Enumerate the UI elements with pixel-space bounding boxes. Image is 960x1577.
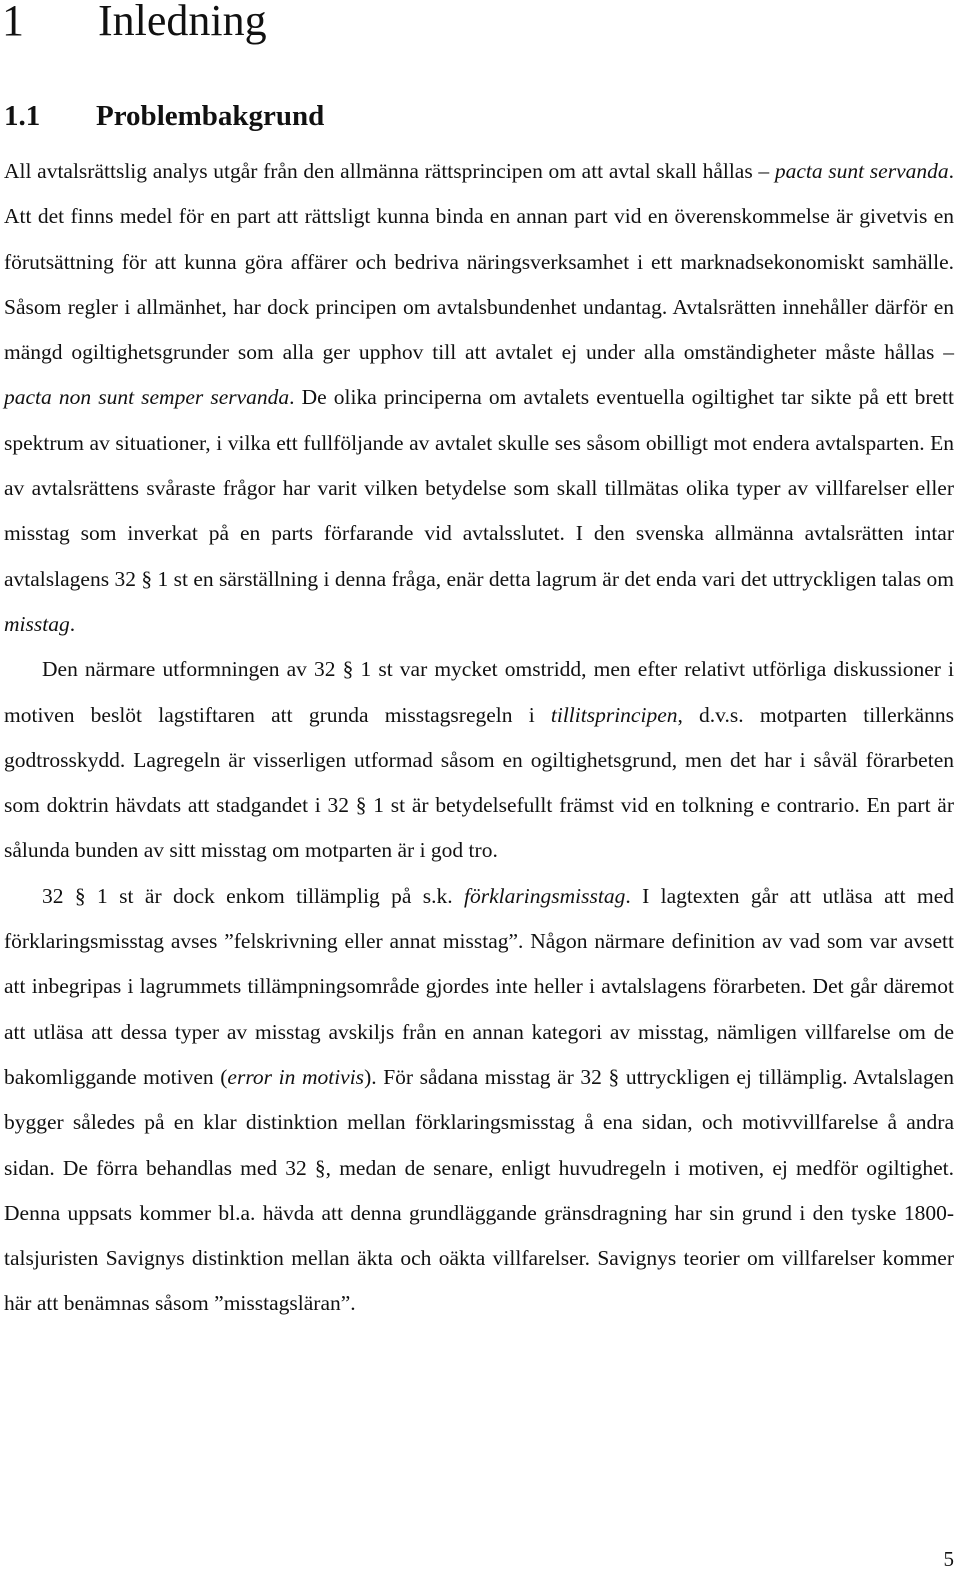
text-run: . I lagtexten går att utläsa att med förklaringsmisstag avses ”felskrivning eller annat misstag”. Någon närmare definition av vad som var avsett att inbegripas i lagrummets tillämpningsområde gjordes inte heller i avtalslagens förarbeten. Det går däremot att utläsa att dessa typer av misstag avskiljs från en annan kategori av misstag, nämligen villfarelse om de bakomliggande motiven ( (4, 883, 954, 1089)
text-run: . Att det finns medel för en part att rättsligt kunna binda en annan part vid en överenskommelse är givetvis en förutsättning för att kunna göra affärer och bedriva näringsverksamhet i ett marknadsekonomiskt samhälle. Såsom regler i allmänhet, har dock principen om avtalsbundenhet undantag. Avtalsrätten innehåller därför en mängd ogiltighetsgrunder som alla ger upphov till att avtalet ej under alla omständigheter måste hållas – (4, 159, 954, 365)
chapter-heading (2, 0, 267, 48)
section-heading (4, 96, 324, 136)
section-title: Problembakgrund (96, 100, 325, 132)
italic-phrase: tillitsprincipen (550, 702, 678, 727)
text-run: All avtalsrättslig analys utgår från den allmänna rättsprincipen om att avtal skall hållas – (4, 159, 775, 183)
page-number: 5 (943, 1547, 954, 1571)
chapter-number: 1 (2, 0, 24, 45)
body-text (4, 149, 954, 1327)
text-run: 32 § 1 st är dock enkom tillämplig på s.k. (42, 883, 465, 908)
text-run: , d.v.s. motparten tillerkänns godtrosskydd. Lagregeln är visserligen utformad såsom en ogiltighetsgrund, men det har i såväl förarbeten som doktrin hävdats att stadgandet i 32 § 1 st är betydelsefullt främst vid en tolkning e contrario. En part är sålunda bunden av sitt misstag om motparten är i god tro. (4, 702, 954, 863)
paragraph (4, 647, 954, 873)
text-run: Den närmare utformningen av 32 § 1 st var mycket omstridd, men efter relativt utförliga diskussioner i motiven beslöt lagstiftaren att grunda misstagsregeln i (4, 657, 954, 727)
text-run: . De olika principerna om avtalets eventuella ogiltighet tar sikte på ett brett spektrum av situationer, i vilka ett fullföljande av avtalet skulle ses såsom obilligt mot endera avtalsparten. En av avtalsrättens svåraste frågor har varit vilken betydelse som skall tillmätas olika typer av villfarelser eller misstag som inverkat på en parts förfarande vid avtalsslutet. I den svenska allmänna avtalsrätten intar avtalslagens 32 § 1 st en särställning i denna fråga, enär detta lagrum är det enda vari det uttryckligen talas om (4, 385, 954, 591)
italic-phrase: misstag (4, 611, 70, 636)
italic-phrase: förklaringsmisstag (464, 883, 626, 908)
italic-phrase: pacta non sunt semper servanda (4, 385, 290, 410)
italic-phrase: error in motivis (227, 1064, 365, 1089)
section-number: 1.1 (4, 100, 41, 132)
chapter-title: Inledning (98, 0, 267, 45)
paragraph (4, 874, 954, 1327)
text-run: . (69, 611, 76, 636)
paragraph (4, 149, 954, 647)
italic-phrase: pacta sunt servanda (774, 159, 949, 183)
text-run: ). För sådana misstag är 32 § uttryckligen ej tillämplig. Avtalslagen bygger således på en klar distinktion mellan förklaringsmisstag å ena sidan, och motivvillfarelse å andra sidan. De förra behandlas med 32 §, medan de senare, enligt huvudregeln i motiven, ej medför ogiltighet. Denna uppsats kommer bl.a. hävda att denna grundläggande gränsdragning har sin grund i den tyske 1800-talsjuristen Savignys distinktion mellan äkta och oäkta villfarelser. Savignys teorier om villfarelser kommer här att benämnas såsom ”misstagsläran”. (4, 1064, 955, 1316)
